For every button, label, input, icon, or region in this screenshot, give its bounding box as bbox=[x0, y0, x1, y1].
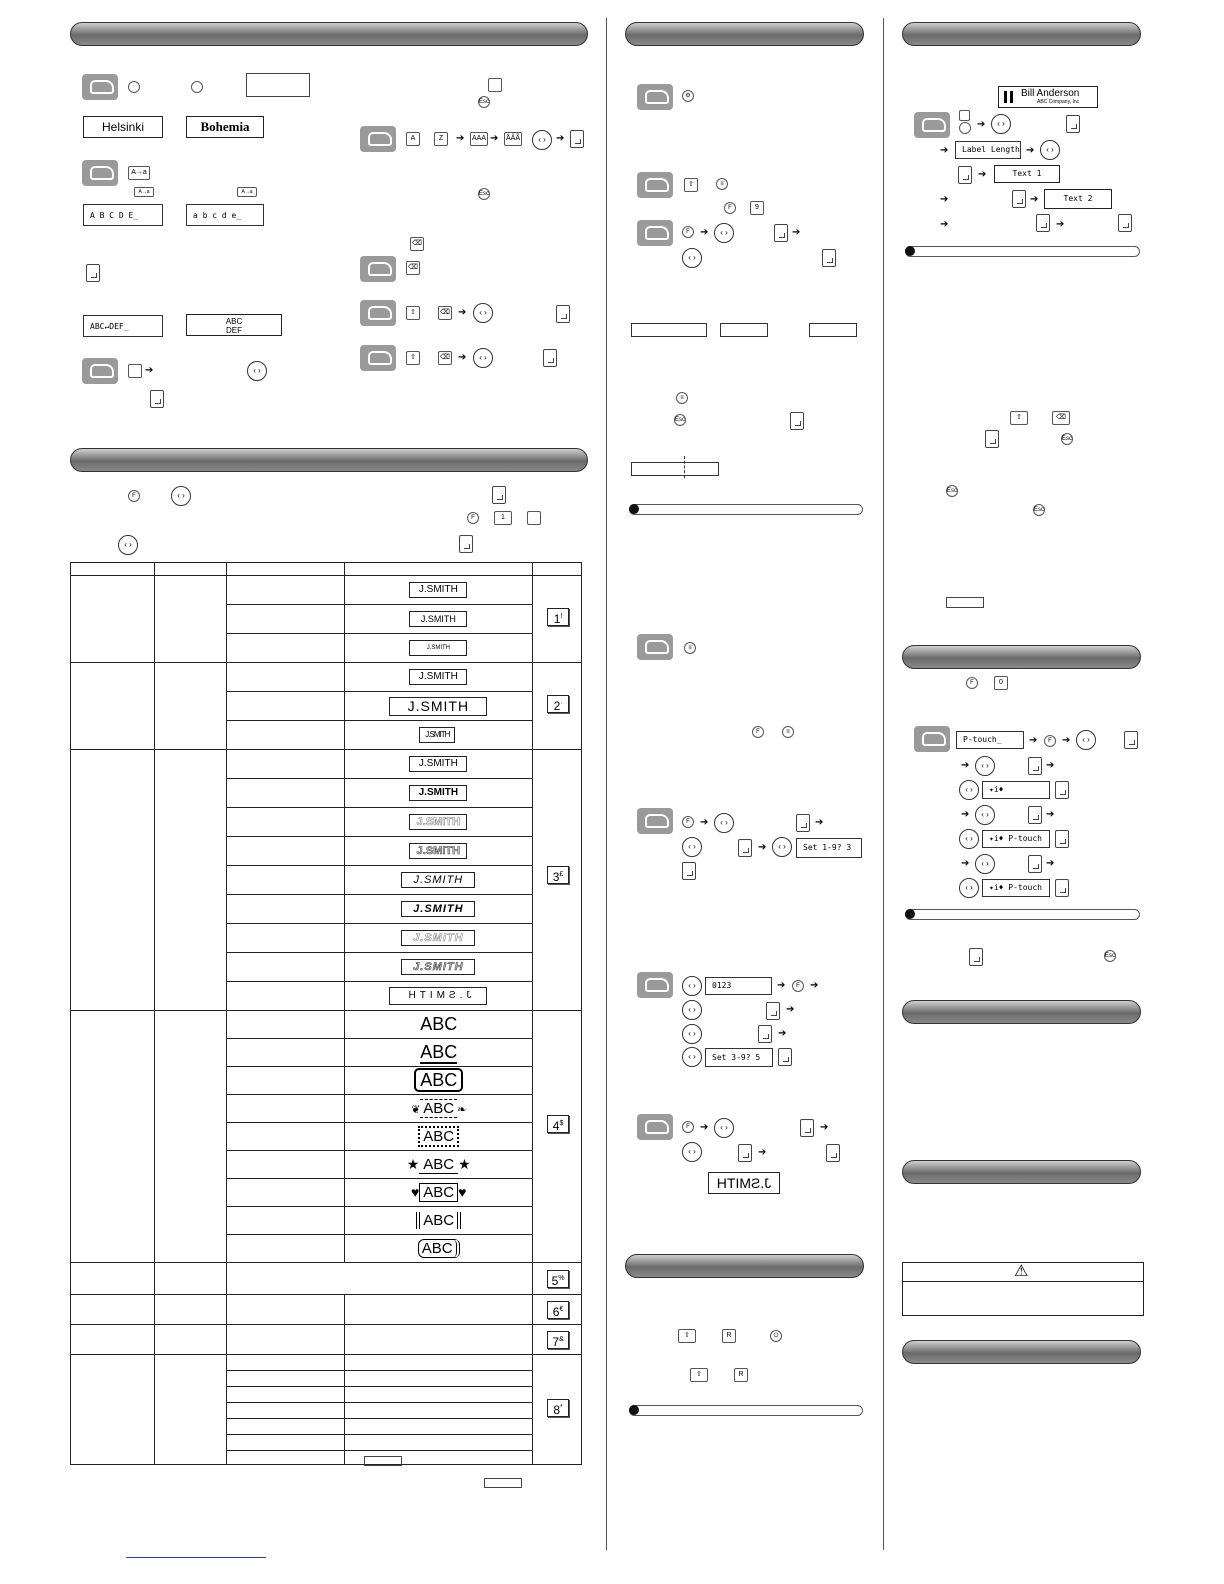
sample-jsmith: J.SMITH bbox=[401, 872, 475, 888]
cut-line bbox=[684, 456, 685, 478]
symbol-key-icon bbox=[527, 511, 541, 525]
keyboard-diagram bbox=[246, 73, 310, 97]
cursor-key-icon: ‹ › bbox=[975, 756, 995, 776]
function-key-icon: F bbox=[682, 816, 694, 828]
cursor-key-icon: ‹ › bbox=[682, 1142, 702, 1162]
enter-key-icon bbox=[543, 349, 557, 367]
shift-key-icon: ⇧ bbox=[406, 351, 420, 365]
menu-key-icon: ≡ bbox=[716, 178, 728, 190]
enter-key-icon bbox=[1028, 757, 1042, 775]
cursor-key-icon: ‹ › bbox=[714, 813, 734, 833]
function-key-icon: F bbox=[128, 490, 140, 502]
enter-key-icon bbox=[1066, 115, 1080, 133]
enter-key-icon bbox=[738, 839, 752, 857]
esc-key-icon: Esc bbox=[478, 96, 490, 108]
enter-key-icon bbox=[492, 486, 506, 504]
sample-jsmith: J.SMITH bbox=[409, 756, 467, 772]
arrow-icon: ➔ bbox=[556, 133, 565, 144]
backspace-key-icon: ⌫ bbox=[410, 237, 424, 251]
sample-jsmith: J.SMITH bbox=[419, 727, 455, 743]
number-key-icon: 9 bbox=[750, 201, 764, 215]
power-key-icon: ⏻ bbox=[770, 1330, 782, 1342]
warning-divider bbox=[903, 1281, 1143, 1282]
backspace-key-icon: ⌫ bbox=[1052, 411, 1070, 425]
enter-key-icon bbox=[459, 535, 473, 553]
template-name: Bill Anderson bbox=[1021, 88, 1080, 99]
arrow-icon: ➔ bbox=[700, 1122, 709, 1133]
note-bar bbox=[629, 1405, 863, 1416]
backspace-key-icon: ⌫ bbox=[438, 306, 452, 320]
key-0-icon: 0 bbox=[994, 676, 1008, 690]
key-group-1: 1! bbox=[547, 608, 569, 626]
arrow-icon: ➔ bbox=[940, 219, 949, 230]
backspace-key-icon: ⌫ bbox=[438, 351, 452, 365]
sample-jsmith: J.SMITH bbox=[401, 901, 475, 917]
lcd-symbols-ptouch: ✦i♦ P-touch bbox=[982, 830, 1050, 848]
lcd-set-range: Set 3-9? 5 bbox=[705, 1048, 773, 1067]
arrow-icon: ➔ bbox=[820, 1122, 829, 1133]
arrow-icon: ➔ bbox=[778, 1028, 787, 1039]
hand-icon bbox=[637, 1114, 673, 1140]
tape-chain-print bbox=[631, 462, 719, 476]
arrow-icon: ➔ bbox=[490, 133, 499, 144]
lcd-text1: Text 1 bbox=[994, 165, 1060, 183]
footnote-link[interactable] bbox=[126, 1557, 266, 1558]
sample-jsmith: J.SMITH bbox=[409, 611, 467, 627]
shift-key-icon: ⇧ bbox=[406, 306, 420, 320]
cursor-key-icon: ‹ › bbox=[975, 805, 995, 825]
hand-icon bbox=[914, 112, 950, 138]
mini-label-icon bbox=[946, 597, 984, 608]
hand-icon bbox=[360, 126, 396, 152]
enter-key-icon bbox=[796, 814, 810, 832]
sample-jsmith: J.SMITH bbox=[409, 843, 467, 859]
accent-key-icon: AAA bbox=[470, 132, 488, 146]
hand-icon bbox=[82, 358, 118, 384]
arrow-icon: ➔ bbox=[1046, 760, 1055, 771]
newline-line-1: ABC bbox=[225, 317, 243, 326]
enter-key-icon bbox=[958, 166, 972, 184]
arrow-icon: ➔ bbox=[786, 1004, 795, 1015]
frame-box-abc: ABC bbox=[414, 1068, 463, 1092]
enter-key-icon bbox=[800, 1119, 814, 1137]
shift-key-icon: ⇧ bbox=[1010, 411, 1028, 425]
cursor-key-icon: ‹ › bbox=[682, 1000, 702, 1020]
arrow-icon: ➔ bbox=[940, 145, 949, 156]
enter-key-icon bbox=[1028, 855, 1042, 873]
cursor-key-icon: ‹ › bbox=[991, 114, 1011, 134]
lcd-numbering: 0123 bbox=[705, 977, 772, 995]
arrow-icon: ➔ bbox=[810, 980, 819, 991]
arrow-icon: ➔ bbox=[758, 1147, 767, 1158]
column-divider bbox=[606, 18, 607, 1550]
key-1-icon: 1 bbox=[494, 511, 512, 525]
warning-box bbox=[902, 1262, 1144, 1316]
arrow-icon: ➔ bbox=[458, 307, 467, 318]
lcd-set-copies: Set 1-9? 3 bbox=[796, 838, 862, 858]
arrow-icon: ➔ bbox=[792, 227, 801, 238]
cursor-key-icon: ‹ › bbox=[682, 1047, 702, 1067]
section-header-bar bbox=[902, 22, 1141, 46]
frame-tape-abc: ABC bbox=[418, 1239, 460, 1258]
esc-key-icon: Esc bbox=[1061, 433, 1073, 445]
hand-icon bbox=[637, 84, 673, 110]
function-key-icon: F bbox=[966, 677, 978, 689]
lcd-symbols: ✦i♦ bbox=[982, 781, 1050, 799]
enter-key-icon bbox=[1118, 214, 1132, 232]
lcd-lowercase: a b c d e_ bbox=[186, 204, 264, 226]
sample-jsmith: J.SMITH bbox=[409, 814, 467, 830]
cursor-key-icon: ‹ › bbox=[975, 854, 995, 874]
key-group-5: 5% bbox=[547, 1270, 569, 1288]
lcd-ptouch: P-touch_ bbox=[956, 731, 1024, 749]
caps-key-icon: A→a bbox=[128, 166, 150, 180]
cursor-key-icon: ‹ › bbox=[473, 348, 493, 368]
note-bar bbox=[905, 909, 1140, 920]
sample-jsmith-vertical: J.SMITH bbox=[389, 987, 487, 1005]
warning-icon: ⚠ bbox=[1014, 1263, 1029, 1280]
enter-key-icon bbox=[969, 948, 983, 966]
hand-icon bbox=[637, 972, 673, 998]
star-icon: ★ bbox=[406, 1156, 420, 1172]
key-group-6: 6€ bbox=[547, 1301, 569, 1319]
shift-key-icon: ⇧ bbox=[690, 1368, 708, 1382]
frame-leaf-abc: ABC bbox=[420, 1099, 457, 1118]
enter-key-icon bbox=[985, 430, 999, 448]
section-header-bar bbox=[625, 1254, 864, 1278]
arrow-icon: ➔ bbox=[1056, 219, 1065, 230]
frame-film-abc: ABC bbox=[416, 1212, 461, 1229]
arrow-icon: ➔ bbox=[940, 194, 949, 205]
hand-icon bbox=[360, 300, 396, 326]
lcd-text2: Text 2 bbox=[1044, 189, 1112, 209]
enter-key-icon bbox=[556, 305, 570, 323]
heart-icon: ♥ bbox=[458, 1184, 467, 1200]
arrow-icon: ➔ bbox=[700, 817, 709, 828]
cursor-key-icon: ‹ › bbox=[959, 780, 979, 800]
esc-key-icon: Esc bbox=[674, 414, 686, 426]
arrow-icon: ➔ bbox=[1046, 858, 1055, 869]
sample-jsmith: J.SMITH bbox=[401, 959, 475, 975]
hand-icon bbox=[637, 220, 673, 246]
enter-key-icon bbox=[1028, 806, 1042, 824]
template-key-icon bbox=[959, 110, 970, 121]
enter-key-icon bbox=[1124, 731, 1138, 749]
caps-key-icon: A→a bbox=[134, 187, 154, 197]
function-key-icon: F bbox=[1044, 735, 1056, 747]
hand-icon bbox=[914, 726, 950, 752]
hand-icon bbox=[82, 74, 118, 100]
tool-key-icon: ⚙ bbox=[682, 90, 694, 102]
arrow-icon: ➔ bbox=[700, 227, 709, 238]
arrow-icon: ➔ bbox=[815, 817, 824, 828]
cursor-key-icon: ‹ › bbox=[532, 130, 552, 150]
enter-key-icon bbox=[766, 1002, 780, 1020]
lcd-label-length: Label Length bbox=[955, 141, 1021, 159]
hand-icon bbox=[637, 172, 673, 198]
mini-label-icon bbox=[484, 1478, 522, 1488]
sample-label-helsinki: Helsinki bbox=[83, 116, 163, 138]
arrow-icon: ➔ bbox=[1046, 809, 1055, 820]
arrow-icon: ➔ bbox=[456, 133, 465, 144]
arrow-icon: ➔ bbox=[1062, 735, 1071, 746]
tape-margin-half bbox=[720, 323, 768, 337]
sample-jsmith: J.SMITH bbox=[409, 669, 467, 685]
enter-key-icon bbox=[86, 264, 100, 282]
enter-key-icon bbox=[738, 1144, 752, 1162]
function-key-icon: F bbox=[682, 226, 694, 238]
section-header-bar bbox=[902, 1160, 1141, 1184]
font-settings-table bbox=[70, 562, 582, 1465]
cursor-key-icon: ‹ › bbox=[473, 303, 493, 323]
key-icon bbox=[959, 122, 971, 134]
sample-jsmith: J.SMITH bbox=[409, 640, 467, 656]
sample-jsmith: J.SMITH bbox=[409, 582, 467, 598]
enter-key-icon bbox=[1055, 879, 1069, 897]
lcd-uppercase: A B C D E_ bbox=[83, 204, 163, 226]
shift-key-icon: ⇧ bbox=[678, 1329, 696, 1343]
enter-key-icon bbox=[826, 1144, 840, 1162]
cursor-key-icon: ‹ › bbox=[171, 486, 191, 506]
cursor-key-icon: ‹ › bbox=[682, 248, 702, 268]
leaf-icon: ❧ bbox=[457, 1104, 467, 1116]
arrow-icon: ➔ bbox=[1026, 145, 1035, 156]
hand-icon bbox=[360, 345, 396, 371]
accent-key-icon: ÅÂÃ bbox=[504, 132, 522, 146]
key-group-3: 3£ bbox=[547, 866, 569, 884]
key-icon bbox=[191, 81, 203, 93]
enter-key-icon bbox=[150, 390, 164, 408]
section-header-bar bbox=[902, 1340, 1141, 1364]
star-icon: ★ bbox=[458, 1156, 471, 1172]
esc-key-icon: Esc bbox=[946, 485, 958, 497]
key-group-7: 7& bbox=[547, 1331, 569, 1349]
cursor-key-icon: ‹ › bbox=[118, 535, 138, 555]
leaf-icon: ❦ bbox=[411, 1104, 421, 1116]
key-group-4: 4$ bbox=[547, 1115, 569, 1133]
cursor-key-icon: ‹ › bbox=[959, 829, 979, 849]
enter-key-icon bbox=[570, 130, 584, 148]
heart-icon: ♥ bbox=[410, 1184, 420, 1200]
key-icon bbox=[128, 81, 140, 93]
template-logo-icon bbox=[1004, 91, 1016, 103]
backspace-key-icon: ⌫ bbox=[406, 261, 420, 275]
lcd-newline-input: ABC↵DEF_ bbox=[83, 315, 163, 337]
cursor-key-icon: ‹ › bbox=[682, 1024, 702, 1044]
arrow-icon: ➔ bbox=[777, 980, 786, 991]
function-key-icon: F bbox=[724, 202, 736, 214]
key-group-8: 8* bbox=[547, 1399, 569, 1417]
newline-line-2: DEF bbox=[226, 326, 242, 335]
column-divider bbox=[883, 18, 884, 1550]
shift-key-icon: ⇧ bbox=[684, 178, 698, 192]
sample-jsmith: J.SMITH bbox=[401, 930, 475, 946]
newline-label-output bbox=[186, 314, 282, 336]
cursor-key-icon: ‹ › bbox=[1076, 730, 1096, 750]
sample-label-bohemia: Bohemia bbox=[186, 116, 264, 138]
section-header-bar bbox=[902, 645, 1141, 669]
menu-key-icon: ≡ bbox=[782, 726, 794, 738]
arrow-icon: ➔ bbox=[1030, 194, 1039, 205]
enter-key-icon bbox=[1055, 830, 1069, 848]
hand-icon bbox=[82, 160, 118, 186]
template-company: ABC Company, Inc bbox=[1037, 99, 1080, 105]
cursor-key-icon: ‹ › bbox=[1040, 140, 1060, 160]
template-label bbox=[998, 86, 1098, 108]
arrow-icon: ➔ bbox=[977, 119, 986, 130]
hand-icon bbox=[637, 808, 673, 834]
arrow-icon: ➔ bbox=[458, 352, 467, 363]
menu-key-icon: ≡ bbox=[684, 642, 696, 654]
cursor-key-icon: ‹ › bbox=[682, 976, 702, 996]
key-group-2: 2· bbox=[547, 695, 569, 713]
mirror-print-label: J.SMITH bbox=[708, 1172, 780, 1194]
arrow-icon: ➔ bbox=[1029, 735, 1038, 746]
key-a-icon: A bbox=[406, 132, 420, 146]
caps-key-icon: A→a bbox=[237, 187, 257, 197]
hand-icon bbox=[637, 634, 673, 660]
enter-key-icon bbox=[778, 1048, 792, 1066]
enter-key-icon bbox=[1012, 190, 1026, 208]
cursor-key-icon: ‹ › bbox=[714, 223, 734, 243]
frame-none-abc: ABC bbox=[345, 1011, 533, 1039]
function-key-icon: F bbox=[752, 726, 764, 738]
symbol-key-icon bbox=[128, 364, 142, 378]
note-bar bbox=[905, 246, 1140, 257]
sample-jsmith: J.SMITH bbox=[389, 697, 487, 716]
cursor-key-icon: ‹ › bbox=[247, 361, 267, 381]
note-bar bbox=[629, 504, 863, 515]
tape-margin-full bbox=[631, 323, 707, 337]
esc-key-icon: Esc bbox=[1104, 950, 1116, 962]
enter-key-icon bbox=[758, 1025, 772, 1043]
section-header-bar bbox=[70, 22, 588, 46]
tape-margin-narrow bbox=[809, 323, 857, 337]
frame-underline-abc: ABC bbox=[420, 1042, 458, 1062]
arrow-icon: ➔ bbox=[961, 809, 970, 820]
cursor-key-icon: ‹ › bbox=[714, 1118, 734, 1138]
sample-jsmith: J.SMITH bbox=[409, 785, 467, 801]
enter-key-icon bbox=[822, 249, 836, 267]
frame-checker-abc: ABC bbox=[418, 1126, 459, 1147]
arrow-icon: ➔ bbox=[961, 858, 970, 869]
section-header-bar bbox=[70, 448, 588, 472]
arrow-icon: ➔ bbox=[961, 760, 970, 771]
section-header-bar bbox=[625, 22, 864, 46]
cursor-key-icon: ‹ › bbox=[682, 837, 702, 857]
key-r-icon: R bbox=[722, 1329, 736, 1343]
frame-heart-abc: ABC bbox=[419, 1183, 458, 1202]
enter-key-icon bbox=[682, 862, 696, 880]
key-z-icon: Z bbox=[434, 132, 448, 146]
section-header-bar bbox=[902, 1000, 1141, 1024]
frame-star-abc: ABC bbox=[419, 1156, 458, 1174]
enter-key-icon bbox=[1055, 781, 1069, 799]
symbol-key-icon bbox=[488, 78, 502, 92]
function-key-icon: F bbox=[792, 980, 804, 992]
enter-key-icon bbox=[774, 224, 788, 242]
enter-key-icon bbox=[790, 412, 804, 430]
key-r-icon: R bbox=[734, 1368, 748, 1382]
lcd-symbols-ptouch-2: ✦i♦ P-touch bbox=[982, 879, 1050, 897]
function-key-icon: F bbox=[682, 1121, 694, 1133]
cursor-key-icon: ‹ › bbox=[772, 837, 792, 857]
esc-key-icon: Esc bbox=[478, 188, 490, 200]
arrow-icon: ➔ bbox=[758, 842, 767, 853]
esc-key-icon: Esc bbox=[1033, 504, 1045, 516]
cursor-key-icon: ‹ › bbox=[959, 878, 979, 898]
enter-key-icon bbox=[1036, 214, 1050, 232]
mini-label-icon bbox=[364, 1456, 402, 1466]
function-key-icon: F bbox=[467, 512, 479, 524]
arrow-icon: ➔ bbox=[145, 365, 154, 376]
arrow-icon: ➔ bbox=[978, 169, 987, 180]
hand-icon bbox=[360, 256, 396, 282]
menu-key-icon: ≡ bbox=[676, 392, 688, 404]
